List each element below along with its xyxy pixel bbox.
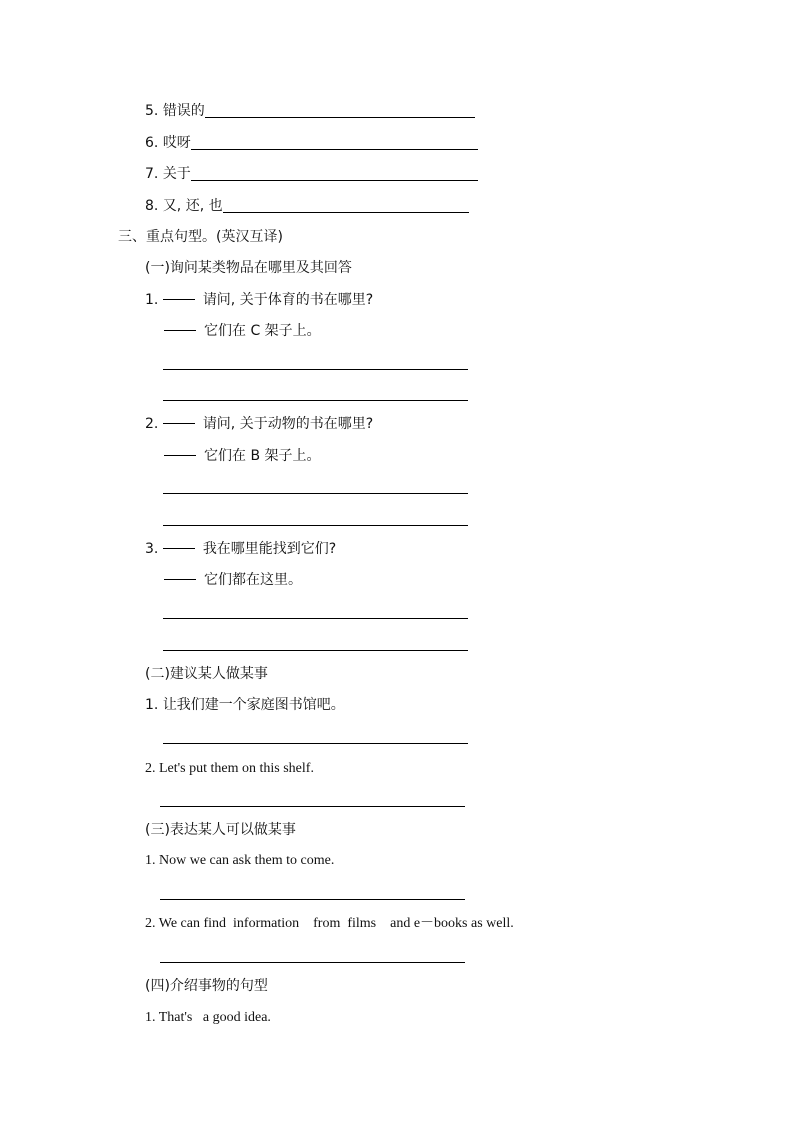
sentence-item: 1. Now we can ask them to come. <box>145 853 335 868</box>
dash-icon <box>164 330 196 331</box>
answer-line[interactable] <box>163 400 468 401</box>
sentence-item: 1. 让我们建一个家庭图书馆吧。 <box>145 697 345 713</box>
dialog-answer: 它们都在这里。 <box>164 570 302 590</box>
item-number: 5. <box>145 103 159 119</box>
dialog-question: 2. 请问, 关于动物的书在哪里? <box>145 416 374 432</box>
sentence-item: 2. Let's put them on this shelf. <box>145 761 314 776</box>
answer-line[interactable] <box>160 899 465 900</box>
answer-blank[interactable] <box>223 196 469 213</box>
dash-icon <box>163 548 195 549</box>
subsection-title: (二)建议某人做某事 <box>145 666 268 682</box>
answer-blank[interactable] <box>191 133 478 150</box>
answer-line[interactable] <box>163 650 468 651</box>
item-number: 7. <box>145 166 159 182</box>
vocab-word: 错误的 <box>162 103 205 119</box>
dialog-answer: 它们在 B 架子上。 <box>164 446 321 466</box>
subsection-title: (三)表达某人可以做某事 <box>145 822 296 838</box>
vocab-word: 哎呀 <box>162 135 191 151</box>
sentence-item: 2. We can find information from films and e－books as well. <box>145 916 514 931</box>
subsection-title: (四)介绍事物的句型 <box>145 978 268 994</box>
vocab-word: 又, 还, 也 <box>162 198 223 214</box>
answer-line[interactable] <box>163 618 468 619</box>
answer-line[interactable] <box>163 743 468 744</box>
item-number: 8. <box>145 198 159 214</box>
vocab-item-5 <box>145 101 475 121</box>
sentence-item: 1. That's a good idea. <box>145 1010 271 1025</box>
dash-icon <box>163 423 195 424</box>
subsection-title: (一)询问某类物品在哪里及其回答 <box>145 260 352 276</box>
answer-blank[interactable] <box>191 164 478 181</box>
answer-line[interactable] <box>163 369 468 370</box>
dash-icon <box>164 455 196 456</box>
dash-icon <box>164 579 196 580</box>
dialog-question: 1. 请问, 关于体育的书在哪里? <box>145 292 374 308</box>
vocab-item-6 <box>145 133 478 153</box>
section-title: 三、重点句型。(英汉互译) <box>118 229 283 245</box>
answer-line[interactable] <box>163 525 468 526</box>
dialog-question: 3. 我在哪里能找到它们? <box>145 541 337 557</box>
dash-icon <box>163 299 195 300</box>
answer-line[interactable] <box>160 806 465 807</box>
dialog-answer: 它们在 C 架子上。 <box>164 321 321 341</box>
vocab-word: 关于 <box>162 166 191 182</box>
vocab-item-8 <box>145 196 469 216</box>
answer-blank[interactable] <box>205 101 475 118</box>
answer-line[interactable] <box>163 493 468 494</box>
item-number: 6. <box>145 135 159 151</box>
vocab-item-7 <box>145 164 478 184</box>
answer-line[interactable] <box>160 962 465 963</box>
